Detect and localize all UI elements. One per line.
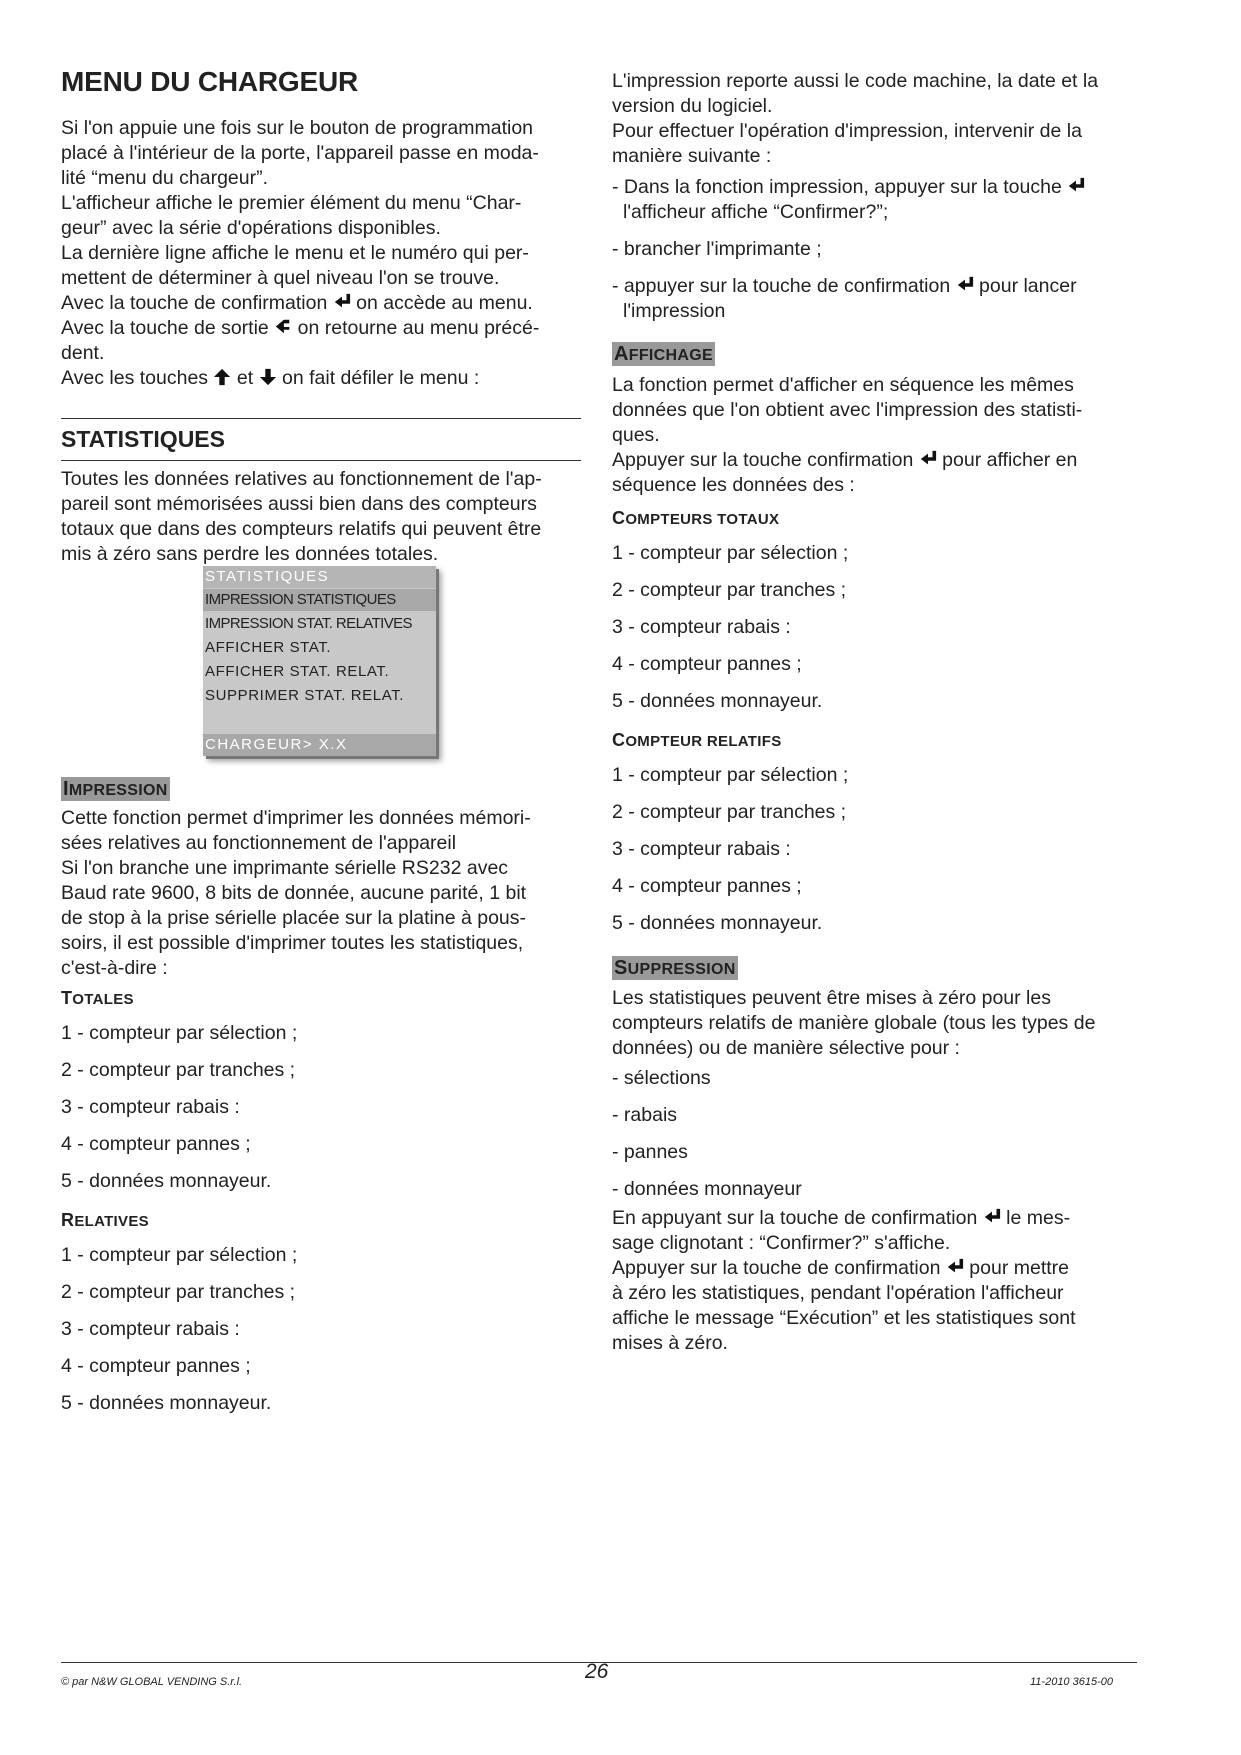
intro-line: geur” avec la série d'opérations disponibles.: [61, 217, 441, 239]
lcd-menu-display: [203, 566, 436, 756]
heading-rest: OMPTEUR RELATIFS: [625, 733, 782, 750]
statistiques-heading: STATISTIQUES: [61, 426, 225, 452]
impression-line: Si l'on branche une imprimante sérielle RS232 avec: [61, 857, 509, 879]
suppression-line: Les statistiques peuvent être mises à zéro pour les: [612, 987, 1051, 1009]
step-item: [612, 274, 1077, 324]
affichage-line: ques.: [612, 424, 660, 446]
page-number: 26: [585, 1660, 609, 1683]
list-item: 3 - compteur rabais :: [61, 1096, 240, 1118]
intro-line: [61, 366, 581, 391]
list-item: 4 - compteur pannes ;: [612, 653, 802, 675]
heading-cap: T: [61, 988, 73, 1008]
intro-text: on retourne au menu précé-: [297, 317, 540, 339]
impression-paragraph: [61, 806, 581, 981]
intro-paragraph: [61, 116, 581, 391]
heading-cap: C: [612, 730, 626, 750]
suppression-line: affiche le message “Exécution” et les statistiques sont: [612, 1307, 1076, 1329]
intro-line: placé à l'intérieur de la porte, l'appareil passe en moda-: [61, 142, 539, 164]
step-text: l'impression: [623, 300, 726, 322]
suppression-line: à zéro les statistiques, pendant l'opération l'afficheur: [612, 1282, 1064, 1304]
affichage-text: Appuyer sur la touche confirmation: [612, 449, 914, 471]
lcd-title: STATISTIQUES: [203, 566, 436, 588]
lcd-footer: CHARGEUR> X.X: [203, 734, 436, 756]
intro-line: mettent de déterminer à quel niveau l'on se trouve.: [61, 267, 500, 289]
suppression-line: compteurs relatifs de manière globale (tous les types de: [612, 1012, 1096, 1034]
intro-line: dent.: [61, 342, 105, 364]
impression-heading: [61, 777, 170, 801]
heading-cap: R: [61, 1210, 75, 1230]
step-item: [612, 175, 1085, 225]
relatives-heading: [61, 1210, 149, 1231]
heading-rest: OMPTEURS TOTAUX: [625, 511, 780, 528]
enter-key-icon: [919, 450, 937, 468]
suppression-text: pour mettre: [969, 1257, 1069, 1279]
affichage-line: La fonction permet d'afficher en séquence les mêmes: [612, 374, 1074, 396]
page-title: MENU DU CHARGEUR: [61, 66, 359, 97]
lcd-item: AFFICHER STAT. RELAT.: [205, 663, 390, 680]
list-item: 5 - données monnayeur.: [612, 912, 823, 934]
list-item: - pannes: [612, 1141, 688, 1163]
stat-line: mis à zéro sans perdre les données totales.: [61, 543, 439, 565]
suppression-confirm-paragraph: [612, 1206, 1137, 1356]
arrow-up-icon: [213, 368, 231, 386]
affichage-paragraph: [612, 373, 1137, 498]
list-item: - rabais: [612, 1104, 678, 1126]
list-item: 4 - compteur pannes ;: [61, 1355, 251, 1377]
heading-cap: C: [612, 508, 626, 528]
footer-copyright: © par N&W GLOBAL VENDING S.r.l.: [61, 1676, 243, 1688]
suppression-line: mises à zéro.: [612, 1332, 728, 1354]
heading-rest: OTALES: [72, 991, 134, 1008]
list-item: 3 - compteur rabais :: [612, 616, 791, 638]
intro-line: L'afficheur affiche le premier élément du menu “Char-: [61, 192, 522, 214]
affichage-line: données que l'on obtient avec l'impression des statisti-: [612, 399, 1083, 421]
list-item: 4 - compteur pannes ;: [612, 875, 802, 897]
intro-text: Avec la touche de confirmation: [61, 292, 328, 314]
suppression-line: données) ou de manière sélective pour :: [612, 1037, 960, 1059]
suppression-paragraph: [612, 986, 1137, 1061]
suppression-text: En appuyant sur la touche de confirmation: [612, 1207, 978, 1229]
list-item: - données monnayeur: [612, 1178, 802, 1200]
statistiques-paragraph: [61, 467, 581, 567]
intro-line: [61, 291, 581, 316]
arrow-down-icon: [259, 368, 277, 386]
intro-text: Avec la touche de sortie: [61, 317, 269, 339]
step-item: - brancher l'imprimante ;: [612, 238, 822, 260]
suppression-heading: [612, 956, 738, 980]
intro-text: Avec les touches: [61, 367, 209, 389]
impression-line: c'est-à-dire :: [61, 957, 168, 979]
heading-rest: MPRESSION: [68, 782, 168, 799]
step-text: l'afficheur affiche “Confirmer?”;: [623, 201, 889, 223]
heading-cap: S: [614, 957, 628, 979]
affichage-line: [612, 448, 1137, 473]
compteur-relatifs-heading: [612, 730, 782, 751]
impression-line: de stop à la prise sérielle placée sur la platine à pous-: [61, 907, 527, 929]
section-rule: [61, 418, 581, 419]
lcd-item: IMPRESSION STATISTIQUES: [203, 589, 436, 611]
list-item: 1 - compteur par sélection ;: [612, 764, 849, 786]
step-text: - appuyer sur la touche de confirmation: [612, 275, 951, 297]
list-item: 4 - compteur pannes ;: [61, 1133, 251, 1155]
lcd-item: IMPRESSION STAT. RELATIVES: [205, 615, 412, 632]
exit-key-icon: [274, 318, 292, 336]
print-line: version du logiciel.: [612, 95, 773, 117]
list-item: 1 - compteur par sélection ;: [61, 1244, 298, 1266]
step-text: - Dans la fonction impression, appuyer sur la touche: [612, 176, 1062, 198]
suppression-text: le mes-: [1006, 1207, 1071, 1229]
heading-cap: I: [63, 778, 69, 800]
impression-line: soirs, il est possible d'imprimer toutes les statistiques,: [61, 932, 524, 954]
intro-text: on fait défiler le menu :: [282, 367, 480, 389]
lcd-item: SUPPRIMER STAT. RELAT.: [205, 687, 405, 704]
affichage-text: pour afficher en: [942, 449, 1078, 471]
list-item: 2 - compteur par tranches ;: [612, 801, 847, 823]
heading-rest: FFICHAGE: [628, 347, 713, 364]
enter-key-icon: [1067, 177, 1085, 195]
list-item: 2 - compteur par tranches ;: [612, 579, 847, 601]
print-intro-paragraph: [612, 69, 1137, 169]
footer-doc-code: 11-2010 3615-00: [1030, 1676, 1113, 1688]
heading-rest: UPPRESSION: [627, 961, 736, 978]
intro-line: [61, 316, 581, 341]
intro-line: Si l'on appuie une fois sur le bouton de programmation: [61, 117, 534, 139]
heading-rest: ELATIVES: [74, 1213, 149, 1230]
impression-line: Cette fonction permet d'imprimer les données mémori-: [61, 807, 531, 829]
compteurs-totaux-heading: [612, 508, 779, 529]
suppression-text: Appuyer sur la touche de confirmation: [612, 1257, 941, 1279]
list-item: 1 - compteur par sélection ;: [612, 542, 849, 564]
intro-text: et: [236, 367, 254, 389]
affichage-line: séquence les données des :: [612, 474, 855, 496]
affichage-heading: [612, 342, 715, 366]
section-rule: [61, 460, 581, 461]
list-item: 5 - données monnayeur.: [61, 1392, 272, 1414]
list-item: 1 - compteur par sélection ;: [61, 1022, 298, 1044]
intro-line: lité “menu du chargeur”.: [61, 167, 269, 189]
enter-key-icon: [956, 276, 974, 294]
suppression-line: [612, 1206, 1137, 1231]
enter-key-icon: [946, 1258, 964, 1276]
enter-key-icon: [333, 293, 351, 311]
print-line: Pour effectuer l'opération d'impression, intervenir de la: [612, 120, 1082, 142]
intro-line: La dernière ligne affiche le menu et le numéro qui per-: [61, 242, 529, 264]
lcd-item: AFFICHER STAT.: [205, 639, 332, 656]
list-item: 2 - compteur par tranches ;: [61, 1059, 296, 1081]
list-item: 5 - données monnayeur.: [612, 690, 823, 712]
enter-key-icon: [983, 1208, 1001, 1226]
print-line: manière suivante :: [612, 145, 772, 167]
intro-text: on accède au menu.: [356, 292, 533, 314]
stat-line: pareil sont mémorisées aussi bien dans des compteurs: [61, 493, 537, 515]
list-item: - sélections: [612, 1067, 711, 1089]
list-item: 3 - compteur rabais :: [61, 1318, 240, 1340]
stat-line: Toutes les données relatives au fonctionnement de l'ap-: [61, 468, 542, 490]
list-item: 5 - données monnayeur.: [61, 1170, 272, 1192]
list-item: 3 - compteur rabais :: [612, 838, 791, 860]
heading-cap: A: [614, 343, 629, 365]
impression-line: Baud rate 9600, 8 bits de donnée, aucune parité, 1 bit: [61, 882, 527, 904]
impression-line: sées relatives au fonctionnement de l'appareil: [61, 832, 457, 854]
totales-heading: [61, 988, 134, 1009]
list-item: 2 - compteur par tranches ;: [61, 1281, 296, 1303]
print-line: L'impression reporte aussi le code machine, la date et la: [612, 70, 1099, 92]
suppression-line: sage clignotant : “Confirmer?” s'affiche.: [612, 1232, 951, 1254]
suppression-line: [612, 1256, 1137, 1281]
step-text: pour lancer: [979, 275, 1077, 297]
stat-line: totaux que dans des compteurs relatifs qui peuvent être: [61, 518, 542, 540]
